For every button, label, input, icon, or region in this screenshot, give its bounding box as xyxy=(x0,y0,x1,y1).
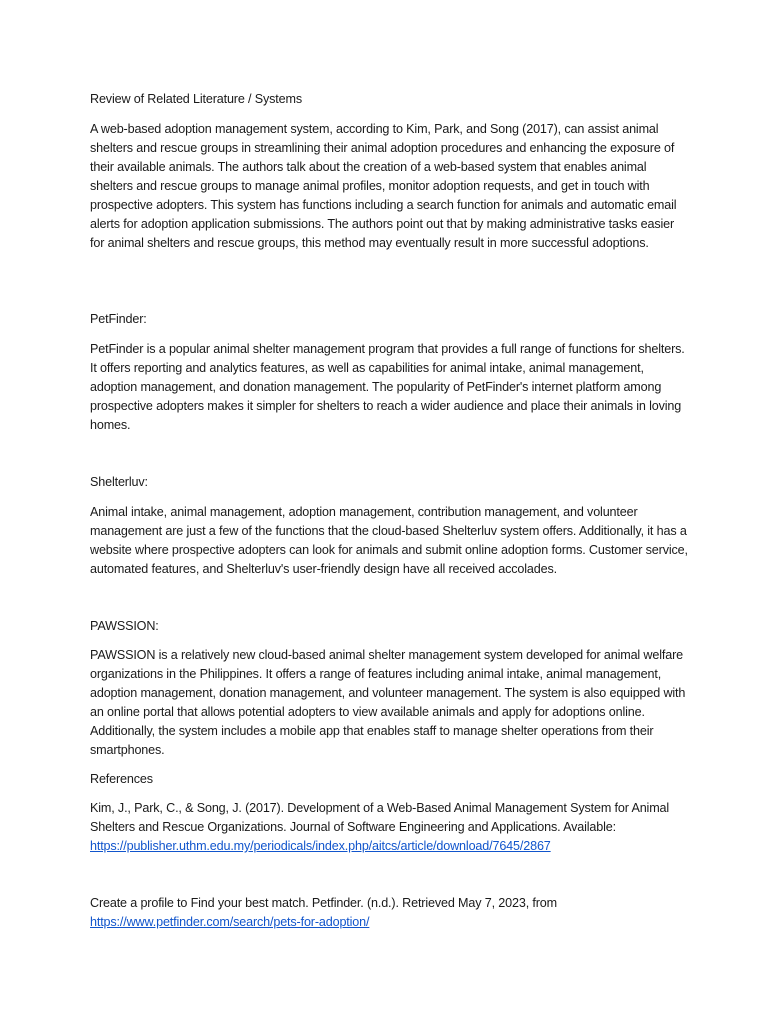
document-title: Review of Related Literature / Systems xyxy=(90,92,302,106)
references-heading: References xyxy=(90,772,153,786)
section-body-pawssion: PAWSSION is a relatively new cloud-based animal shelter management system developed for animal welfare organizations in the Philippines. It offers a range of features including animal intake, animal management, adoption management, donation management, and volunteer management. The system is also equipped with an online portal that allows potential adopters to view available animals and apply for adoptions online. Additionally, the system includes a mobile app that enables staff to manage shelter operations from their smartphones. xyxy=(90,648,686,757)
reference-item xyxy=(90,799,690,856)
reference-link[interactable]: https://publisher.uthm.edu.my/periodicals/index.php/aitcs/article/download/7645/2867 xyxy=(90,839,551,853)
reference-text: Kim, J., Park, C., & Song, J. (2017). Development of a Web-Based Animal Management System for Animal Shelters and Rescue Organizations. Journal of Software Engineering and Applications. Available: xyxy=(90,801,670,834)
reference-text: Create a profile to Find your best match. Petfinder. (n.d.). Retrieved May 7, 2023, from xyxy=(90,896,557,910)
intro-paragraph: A web-based adoption management system, according to Kim, Park, and Song (2017), can assist animal shelters and rescue groups in streamlining their animal adoption procedures and enhancing the exposure of their available animals. The authors talk about the creation of a web-based system that enables animal shelters and rescue groups to manage animal profiles, monitor adoption requests, and get in touch with prospective adopters. This system has functions including a search function for animals and automatic email alerts for adoption application submissions. The authors point out that by making administrative tasks easier for animal shelters and rescue groups, this method may eventually result in more successful adoptions. xyxy=(90,122,677,250)
section-heading-petfinder: PetFinder: xyxy=(90,312,147,326)
section-body-shelterluv: Animal intake, animal management, adoption management, contribution management, and volunteer management are just a few of the functions that the cloud-based Shelterluv system offers. Additionally, it has a website where prospective adopters can look for animals and submit online adoption forms. Customer service, automated features, and Shelterluv's user-friendly design have all received accolades. xyxy=(90,505,688,576)
reference-item xyxy=(90,894,690,932)
section-heading-pawssion: PAWSSION: xyxy=(90,619,159,633)
section-heading-shelterluv: Shelterluv: xyxy=(90,475,148,489)
reference-link[interactable]: https://www.petfinder.com/search/pets-for-adoption/ xyxy=(90,915,370,929)
section-body-petfinder: PetFinder is a popular animal shelter management program that provides a full range of functions for shelters. It offers reporting and analytics features, as well as capabilities for animal intake, animal management, adoption management, and donation management. The popularity of PetFinder's internet platform among prospective adopters makes it simpler for shelters to reach a wider audience and place their animals in loving homes. xyxy=(90,342,685,432)
